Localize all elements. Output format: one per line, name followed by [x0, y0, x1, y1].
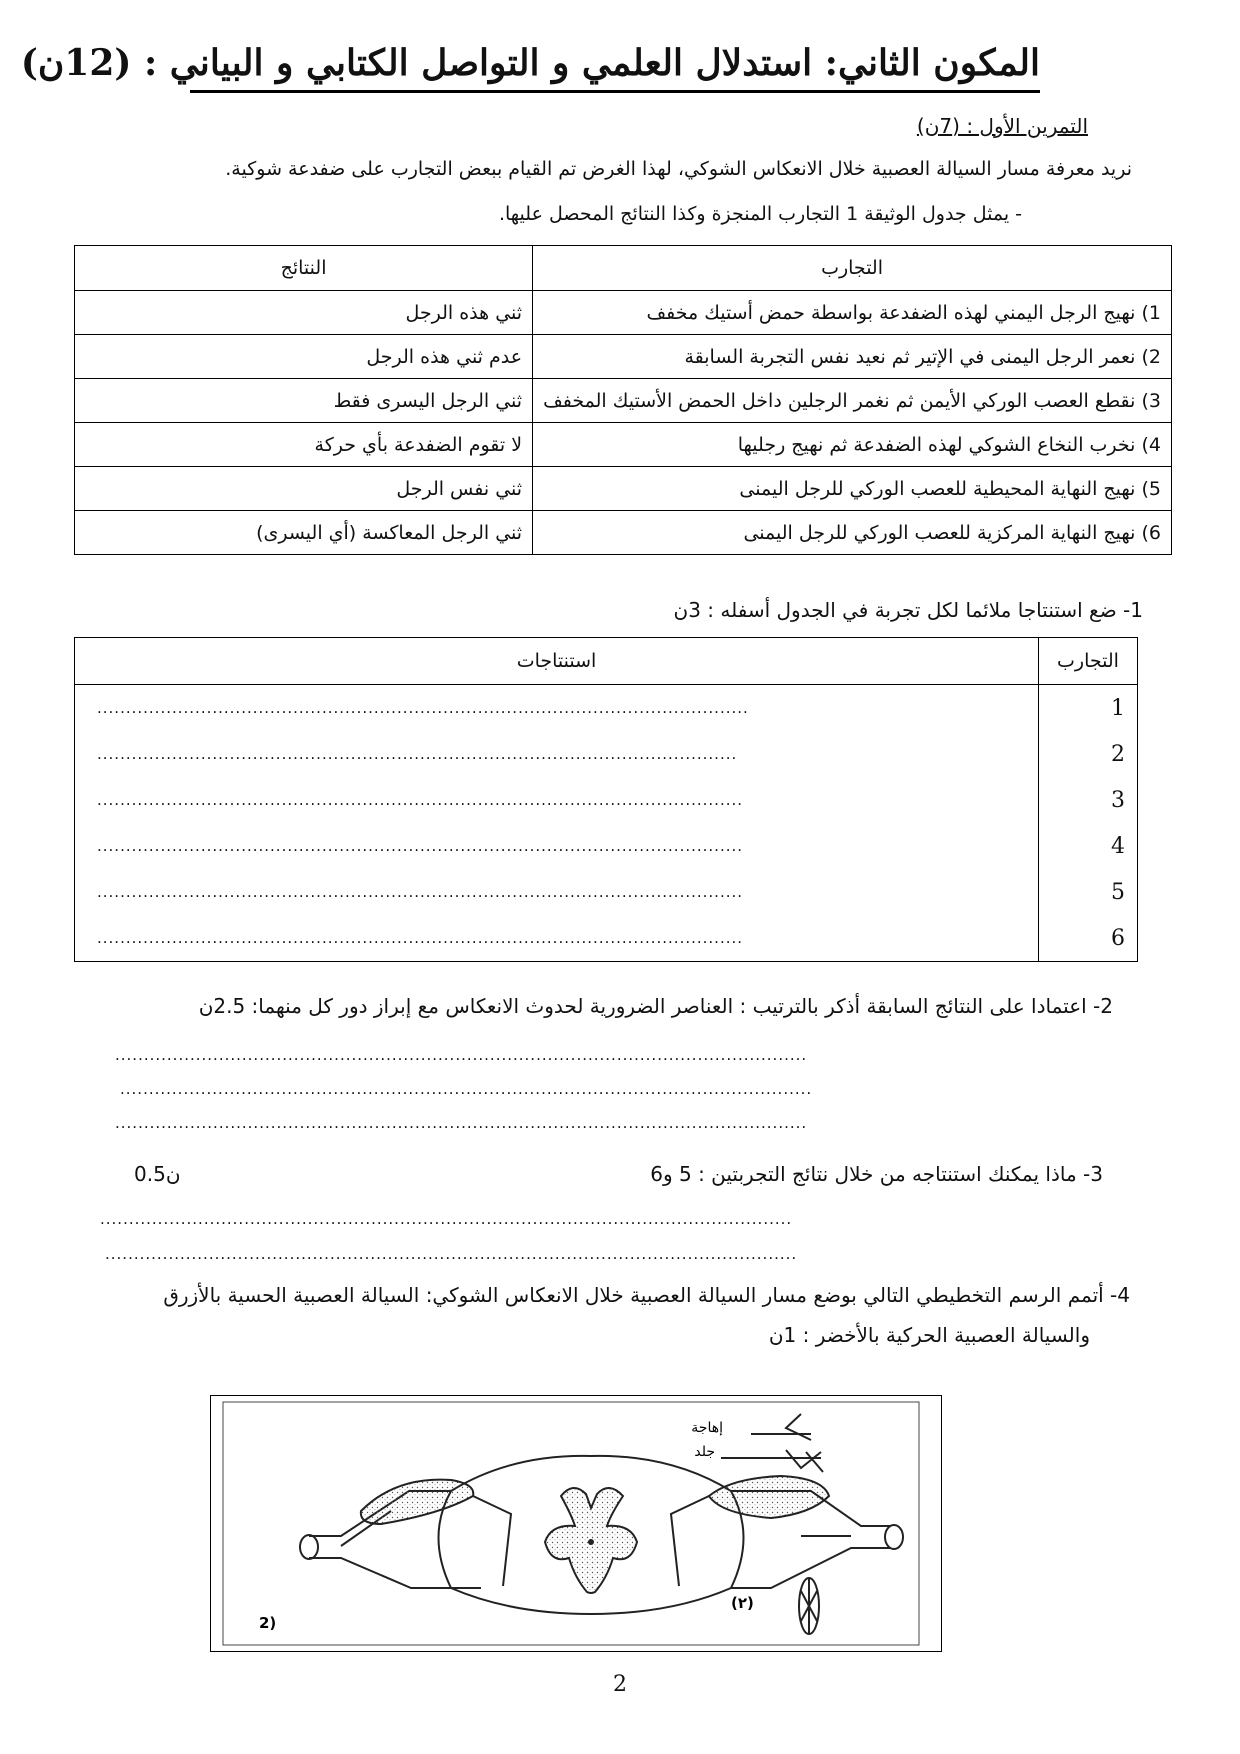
muscle-icon — [799, 1578, 819, 1634]
answer-dots[interactable]: ............................................................................................................... — [75, 731, 1039, 777]
experiment-cell: 6) نهيج النهاية المركزية للعصب الوركي للرجل اليمنى — [533, 511, 1172, 555]
result-cell: لا تقوم الضفدعة بأي حركة — [75, 423, 533, 467]
result-cell: ثني هذه الرجل — [75, 291, 533, 335]
table-row — [75, 379, 1172, 423]
exercise-intro: نريد معرفة مسار السيالة العصبية خلال الانعكاس الشوكي، لهذا الغرض تم القيام ببعض التجارب على ضفدعة شوكية. — [225, 158, 1132, 180]
conclusions-table — [74, 637, 1138, 962]
table-row — [75, 823, 1138, 869]
answer-dots[interactable]: ................................................................................................................ — [75, 869, 1039, 915]
table-row — [75, 731, 1138, 777]
question-4: 4- أتمم الرسم التخطيطي التالي بوضع مسار السيالة العصبية خلال الانعكاس الشوكي: السيالة العصبية الحسية بالأزرق — [163, 1283, 1130, 1307]
answer-line[interactable]: ........................................................................................................................ — [115, 1046, 808, 1064]
label-stimulus: إهاجة — [691, 1420, 723, 1436]
exercise-title: التمرين الأول : (7ن) — [916, 114, 1088, 138]
result-cell: عدم ثني هذه الرجل — [75, 335, 533, 379]
table-row — [75, 915, 1138, 962]
table-header-row — [75, 638, 1138, 685]
column-header-experiments: التجارب — [1039, 638, 1138, 685]
experiment-number: 6 — [1039, 915, 1138, 962]
experiment-number: 2 — [1039, 731, 1138, 777]
answer-dots[interactable]: ................................................................................................................ — [75, 823, 1039, 869]
column-header-results: النتائج — [75, 246, 533, 291]
table-row — [75, 291, 1172, 335]
experiment-cell: 3) نقطع العصب الوركي الأيمن ثم نغمر الرجلين داخل الحمض الأستيك المخفف — [533, 379, 1172, 423]
label-right-number: (۲) — [731, 1594, 754, 1612]
answer-dots[interactable]: ................................................................................................................ — [75, 915, 1039, 962]
question-4-continued: والسيالة العصبية الحركية بالأخضر : 1ن — [768, 1323, 1090, 1347]
answer-line[interactable]: ........................................................................................................................ — [105, 1245, 798, 1263]
column-header-experiments: التجارب — [533, 246, 1172, 291]
document-intro: - يمثل جدول الوثيقة 1 التجارب المنجزة وكذا النتائج المحصل عليها. — [498, 203, 1022, 225]
question-2: 2- اعتمادا على النتائج السابقة أذكر بالترتيب : العناصر الضرورية لحدوث الانعكاس مع إبراز دور كل منهما: 2.5ن — [198, 994, 1113, 1018]
spinal-cord-diagram[interactable] — [211, 1396, 941, 1651]
column-header-conclusions: استنتاجات — [75, 638, 1039, 685]
experiments-table — [74, 245, 1172, 555]
central-canal — [588, 1539, 594, 1545]
label-skin: جلد — [694, 1444, 715, 1460]
answer-dots[interactable]: ................................................................................................................. — [75, 685, 1039, 732]
experiment-number: 4 — [1039, 823, 1138, 869]
table-row — [75, 335, 1172, 379]
answer-line[interactable]: ........................................................................................................................ — [115, 1114, 808, 1132]
answer-line[interactable]: ........................................................................................................................ — [120, 1080, 813, 1098]
answer-dots[interactable]: ................................................................................................................ — [75, 777, 1039, 823]
table-row — [75, 869, 1138, 915]
table-row — [75, 685, 1138, 732]
experiment-number: 5 — [1039, 869, 1138, 915]
skin-stimulus-icon — [721, 1414, 823, 1472]
page-title: المكون الثاني: استدلال العلمي و التواصل الكتابي و البياني : (12ن) — [190, 38, 1040, 93]
experiment-number: 3 — [1039, 777, 1138, 823]
experiment-cell: 1) نهيج الرجل اليمني لهذه الضفدعة بواسطة حمض أستيك مخفف — [533, 291, 1172, 335]
table-header-row — [75, 246, 1172, 291]
table-row — [75, 511, 1172, 555]
question-3: 3- ماذا يمكنك استنتاجه من خلال نتائج التجربتين : 5 و6 — [650, 1162, 1103, 1186]
page-number: 2 — [613, 1672, 627, 1697]
question-1: 1- ضع استنتاجا ملائما لكل تجربة في الجدول أسفله : 3ن — [673, 598, 1143, 622]
diagram-inner-border — [223, 1402, 919, 1645]
experiment-cell: 4) نخرب النخاع الشوكي لهذه الضفدعة ثم نهيج رجليها — [533, 423, 1172, 467]
table-row — [75, 777, 1138, 823]
result-cell: ثني الرجل المعاكسة (أي اليسرى) — [75, 511, 533, 555]
experiment-cell: 2) نعمر الرجل اليمنى في الإتير ثم نعيد نفس التجربة السابقة — [533, 335, 1172, 379]
left-dorsal-root — [473, 1496, 511, 1586]
experiment-cell: 5) نهيج النهاية المحيطية للعصب الوركي للرجل اليمنى — [533, 467, 1172, 511]
answer-line[interactable]: ........................................................................................................................ — [100, 1210, 793, 1228]
question-3-points: 0.5ن — [134, 1162, 181, 1186]
right-ganglion — [709, 1476, 829, 1518]
left-ganglion — [361, 1480, 473, 1524]
table-row — [75, 467, 1172, 511]
right-dorsal-root — [671, 1496, 709, 1586]
experiment-number: 1 — [1039, 685, 1138, 732]
reflex-diagram-frame — [210, 1395, 942, 1652]
result-cell: ثني نفس الرجل — [75, 467, 533, 511]
result-cell: ثني الرجل اليسرى فقط — [75, 379, 533, 423]
table-row — [75, 423, 1172, 467]
label-left-number: 2) — [259, 1614, 277, 1632]
